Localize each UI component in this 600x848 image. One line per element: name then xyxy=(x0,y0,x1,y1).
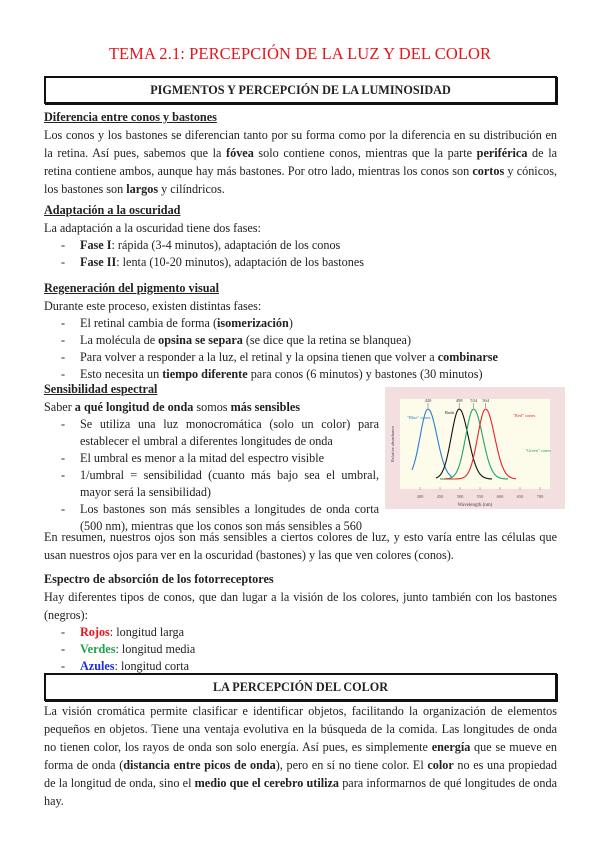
series-label: "Red" cones xyxy=(513,413,536,418)
text: de la retina contiene ambos, aunque hay más bastones. Por otro lado, mientras los conos son xyxy=(44,146,557,178)
text: : longitud corta xyxy=(114,659,189,673)
text: y cónicos, los bastones son xyxy=(44,164,557,196)
list-item xyxy=(44,641,557,658)
bold-text: cortos xyxy=(472,164,505,178)
text: que se mueve en forma de onda ( xyxy=(44,740,557,772)
section-block-1 xyxy=(44,108,557,383)
peak-label: 534 xyxy=(470,398,477,403)
text: La adaptación a la oscuridad tiene dos fases: xyxy=(44,221,261,235)
text: para informarnos de qué longitudes de onda hay. xyxy=(44,776,557,808)
list-item xyxy=(44,416,379,450)
text: 1/umbral = sensibilidad (cuanto más bajo sea el umbral, mayor será la sensibilidad) xyxy=(80,468,379,499)
bold-text: Fase I xyxy=(80,238,112,252)
list-item xyxy=(44,237,557,254)
x-tick-label: 450 xyxy=(436,494,444,499)
bold-text: medio que el cerebro utiliza xyxy=(194,776,339,790)
list-item xyxy=(44,624,557,641)
section-heading-pigmentos: PIGMENTOS Y PERCEPCIÓN DE LA LUMINOSIDAD xyxy=(44,76,557,104)
paragraph xyxy=(44,588,557,624)
x-tick-label: 400 xyxy=(416,494,424,499)
bold-text: Azules xyxy=(80,659,115,673)
paragraph xyxy=(44,297,557,315)
text: : rápida (3-4 minutos), adaptación de los conos xyxy=(111,238,341,252)
list-item xyxy=(44,254,557,271)
text: ) xyxy=(288,316,293,330)
peak-label: 420 xyxy=(424,398,432,403)
list-item xyxy=(44,315,557,332)
series-label: "Blue" cones xyxy=(407,415,431,420)
text: La visión cromática permite clasificar e identificar objetos, facilitando la organización de elementos pequeños en objetos. Tiene una ventaja evolutiva en la búsqueda de la comida. Las longitudes de onda no tienen color, los rayos de onda son solo energía. Así pues, es simplemente xyxy=(44,704,557,754)
bold-text: Verdes xyxy=(80,642,116,656)
list-item xyxy=(44,349,557,366)
text: En resumen, nuestros ojos son más sensibles a ciertos colores de luz, y esto varía entre las células que usan nuestros ojos para ver en la oscuridad (bastones) y las que ven colores (conos). xyxy=(44,530,557,562)
text: : longitud media xyxy=(115,642,196,656)
bold-text: tiempo diferente xyxy=(162,367,248,381)
series-label: Rods xyxy=(445,410,455,415)
bold-text: Fase II xyxy=(80,255,117,269)
y-axis-label: Relative absorbance xyxy=(390,425,395,463)
peak-label: 498 xyxy=(455,398,463,403)
text: Saber xyxy=(44,400,75,414)
text: : lenta (10-20 minutos), adaptación de los bastones xyxy=(116,255,364,269)
paragraph xyxy=(44,702,557,810)
subheading: Diferencia entre conos y bastones xyxy=(44,110,217,124)
text: solo contiene conos, mientras que la parte xyxy=(253,146,477,160)
text: y cilíndricos. xyxy=(158,182,225,196)
text: Se utiliza una luz monocromática (solo un color) para establecer el umbral a diferentes longitudes de onda xyxy=(80,417,379,448)
subheading: Regeneración del pigmento visual xyxy=(44,281,220,295)
subheading: Adaptación a la oscuridad xyxy=(44,203,181,217)
text: El umbral es menor a la mitad del espectro visible xyxy=(80,451,325,465)
list-item xyxy=(44,332,557,349)
paragraph xyxy=(44,398,379,416)
bullet-list xyxy=(44,624,557,675)
bold-text: energía xyxy=(431,740,471,754)
text: Hay diferentes tipos de conos, que dan lugar a la visión de los colores, junto también con los bastones (negros): xyxy=(44,590,557,622)
x-tick-label: 550 xyxy=(476,494,484,499)
page-title: TEMA 2.1: PERCEPCIÓN DE LA LUZ Y DEL COLOR xyxy=(108,44,492,63)
x-tick-label: 500 xyxy=(456,494,464,499)
section-block-2 xyxy=(44,528,557,675)
bullet-list xyxy=(44,315,557,383)
bold-text: color xyxy=(427,758,454,772)
x-axis-label: Wavelength (nm) xyxy=(457,503,493,508)
section-block-color xyxy=(44,702,557,810)
bullet-list xyxy=(44,416,379,535)
bold-text: combinarse xyxy=(437,350,498,364)
text: Esto necesita un xyxy=(80,367,163,381)
bullet-list xyxy=(44,237,557,271)
list-item xyxy=(44,450,379,467)
bold-text: periférica xyxy=(476,146,528,160)
text: somos xyxy=(193,400,231,414)
text: Para volver a responder a la luz, el retinal y la opsina tienen que volver a xyxy=(80,350,438,364)
bold-text: isomerización xyxy=(217,316,289,330)
section-block-sensibilidad xyxy=(44,380,379,535)
absorbance-chart xyxy=(385,387,565,509)
text: : longitud larga xyxy=(109,625,185,639)
text: (se dice que la retina se blanquea) xyxy=(242,333,412,347)
bold-text: fóvea xyxy=(226,146,254,160)
series-label: "Green" cones xyxy=(525,448,552,453)
bold-text: largos xyxy=(126,182,159,196)
paragraph xyxy=(44,126,557,198)
text: El retinal cambia de forma ( xyxy=(80,316,218,330)
peak-label: 564 xyxy=(482,398,489,403)
bold-text: Rojos xyxy=(80,625,110,639)
x-tick-label: 650 xyxy=(516,494,524,499)
subheading: Espectro de absorción de los fotorreceptores xyxy=(44,572,274,586)
text: Los conos y los bastones se diferencian tanto por su forma como por la diferencia en su distribución en la retina. Así pues, sabemos que la xyxy=(44,128,557,160)
x-tick-label: 700 xyxy=(536,494,544,499)
x-tick-label: 600 xyxy=(496,494,504,499)
paragraph xyxy=(44,528,557,564)
text: ), pero en sí no tiene color. El xyxy=(275,758,428,772)
paragraph xyxy=(44,219,557,237)
bold-text: a qué longitud de onda xyxy=(74,400,194,414)
section-heading-color: LA PERCEPCIÓN DEL COLOR xyxy=(44,673,557,701)
bold-text: más sensibles xyxy=(230,400,300,414)
bold-text: distancia entre picos de onda xyxy=(123,758,276,772)
list-item xyxy=(44,467,379,501)
text: para conos (6 minutos) y bastones (30 minutos) xyxy=(247,367,483,381)
text: Los bastones son más sensibles a longitudes de onda corta (500 nm), mientras que los conos son más sensibles a 560 xyxy=(80,502,379,533)
text: Durante este proceso, existen distintas fases: xyxy=(44,299,262,313)
subheading: Sensibilidad espectral xyxy=(44,382,158,396)
spectral-sensitivity-figure xyxy=(385,387,565,509)
bold-text: opsina se separa xyxy=(158,333,243,347)
text: La molécula de xyxy=(80,333,159,347)
text: no es una propiedad de la longitud de onda, sino el xyxy=(44,758,558,790)
